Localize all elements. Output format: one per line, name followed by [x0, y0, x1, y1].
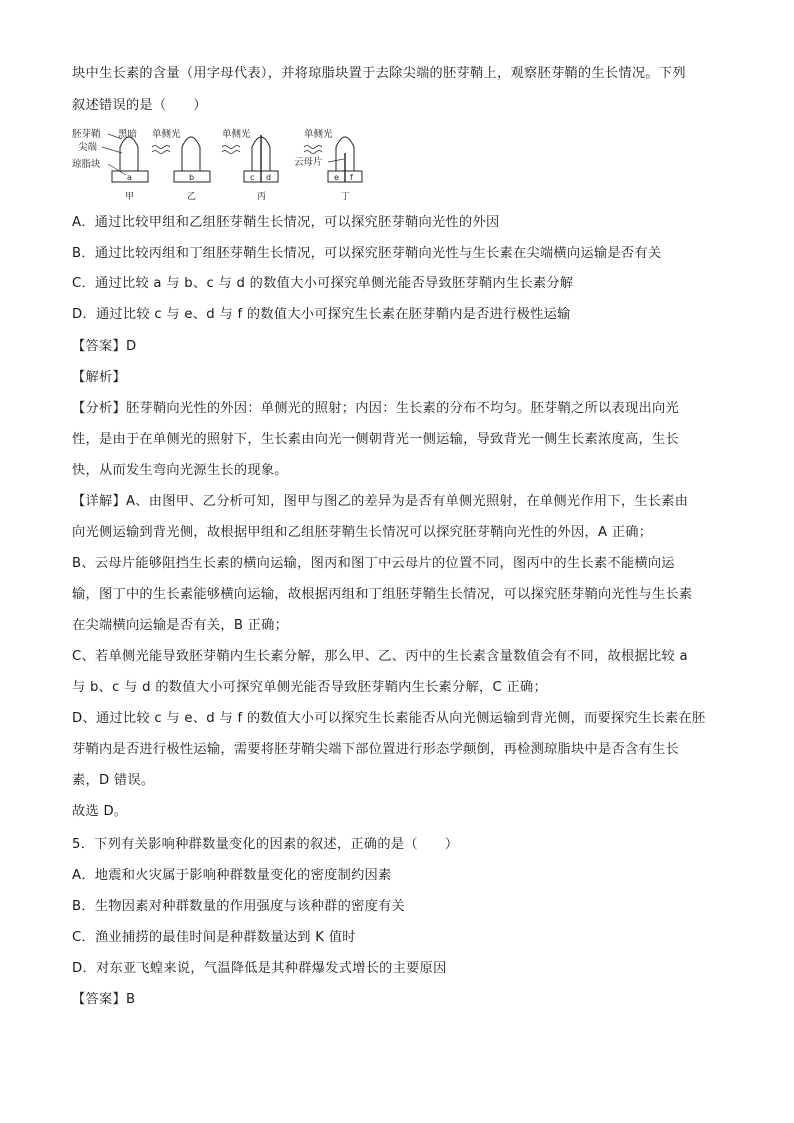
q4-experiment-figure [72, 125, 392, 207]
block-d-label: d [266, 173, 272, 182]
q5-option-d: D．对东亚飞蝗来说，气温降低是其种群爆发式增长的主要原因 [72, 961, 447, 976]
q4-detail-line: 向光侧运输到背光侧，故根据甲组和乙组胚芽鞘生长情况可以探究胚芽鞘向光性的外因，A 正确； [72, 525, 653, 540]
q4-detail-line: D、通过比较 c 与 e、d 与 f 的数值大小可以探究生长素能否从向光侧运输到背光侧，而要探究生长素在胚 [72, 711, 706, 726]
label-mica: 云母片 [294, 157, 323, 168]
label-tip: 尖端 [78, 142, 98, 153]
q4-answer: 【答案】D [72, 339, 137, 354]
q4-analysis-line: 快，从而发生弯向光源生长的现象。 [72, 463, 288, 478]
light-waves-bing [222, 146, 240, 154]
q4-detail-line: 故选 D。 [72, 804, 128, 819]
label-agar: 琼脂块 [72, 159, 101, 170]
q4-detail-line: 芽鞘内是否进行极性运输，需要将胚芽鞘尖端下部位置进行形态学颠倒，再检测琼脂块中是否含有生长 [72, 742, 679, 757]
block-b-label: b [189, 173, 195, 182]
block-a-label: a [127, 173, 132, 182]
block-c-label: c [250, 173, 255, 182]
label-light-2: 单侧光 [222, 129, 251, 140]
label-light-3: 单侧光 [304, 129, 333, 140]
q4-detail-line: B、云母片能够阻挡生长素的横向运输，图丙和图丁中云母片的位置不同，图丙中的生长素不能横向运 [72, 556, 675, 571]
group-jia: 甲 [125, 192, 135, 202]
light-waves-yi [152, 146, 170, 154]
group-yi: 乙 [187, 192, 197, 202]
q4-detail-line: 素，D 错误。 [72, 773, 155, 788]
q4-analysis-line: 【分析】胚芽鞘向光性的外因：单侧光的照射；内因：生长素的分布不均匀。胚芽鞘之所以表现出向光 [72, 401, 679, 416]
q5-option-a: A．地震和火灾属于影响种群数量变化的密度制约因素 [72, 868, 392, 883]
q4-detail-line: 与 b、c 与 d 的数值大小可探究单侧光能否导致胚芽鞘内生长素分解，C 正确； [72, 680, 547, 695]
q4-detail-line: C、若单侧光能导致胚芽鞘内生长素分解，那么甲、乙、丙中的生长素含量数值会有不同，故根据比较 a [72, 649, 688, 664]
light-waves-ding [304, 146, 322, 154]
label-light-1: 单侧光 [152, 129, 181, 140]
q4-detail-line: 【详解】A、由图甲、乙分析可知，图甲与图乙的差异为是否有单侧光照射，在单侧光作用下，生长素由 [72, 494, 689, 509]
q5-stem: 5．下列有关影响种群数量变化的因素的叙述，正确的是（ ） [72, 837, 459, 852]
label-dark: 黑暗 [118, 129, 138, 140]
q4-analysis-line: 性，是由于在单侧光的照射下，生长素由向光一侧朝背光一侧运输，导致背光一侧生长素浓度高，生长 [72, 432, 679, 447]
block-e-label: e [334, 173, 339, 182]
block-f-label: f [350, 173, 353, 182]
coleoptile-tip-jia [120, 137, 138, 171]
q4-analysis-title: 【解析】 [72, 370, 126, 385]
coleoptile-tip-yi [182, 137, 200, 171]
q4-option-b: B．通过比较丙组和丁组胚芽鞘生长情况，可以探究胚芽鞘向光性与生长素在尖端横向运输是否有关 [72, 246, 662, 261]
q4-detail-line: 输，图丁中的生长素能够横向运输，故根据丙组和丁组胚芽鞘生长情况，可以探究胚芽鞘向光性与生长素 [72, 587, 693, 602]
q4-option-c: C．通过比较 a 与 b、c 与 d 的数值大小可探究单侧光能否导致胚芽鞘内生长素分解 [72, 276, 574, 291]
label-coleoptile: 胚芽鞘 [72, 129, 101, 140]
group-ding: 丁 [341, 192, 351, 202]
q4-detail-line: 在尖端横向运输是否有关，B 正确； [72, 618, 289, 633]
q4-stem-line-2: 叙述错误的是（ ） [72, 98, 207, 113]
group-bing: 丙 [257, 192, 267, 202]
q5-option-c: C．渔业捕捞的最佳时间是种群数量达到 K 值时 [72, 930, 356, 945]
q5-option-b: B．生物因素对种群数量的作用强度与该种群的密度有关 [72, 899, 406, 914]
q5-answer: 【答案】B [72, 992, 136, 1007]
q4-stem-line-1: 块中生长素的含量（用字母代表），并将琼脂块置于去除尖端的胚芽鞘上，观察胚芽鞘的生长情况。下列 [72, 66, 686, 81]
q4-option-a: A．通过比较甲组和乙组胚芽鞘生长情况，可以探究胚芽鞘向光性的外因 [72, 215, 500, 230]
q4-option-d: D．通过比较 c 与 e、d 与 f 的数值大小可探究生长素在胚芽鞘内是否进行极性运输 [72, 307, 571, 322]
